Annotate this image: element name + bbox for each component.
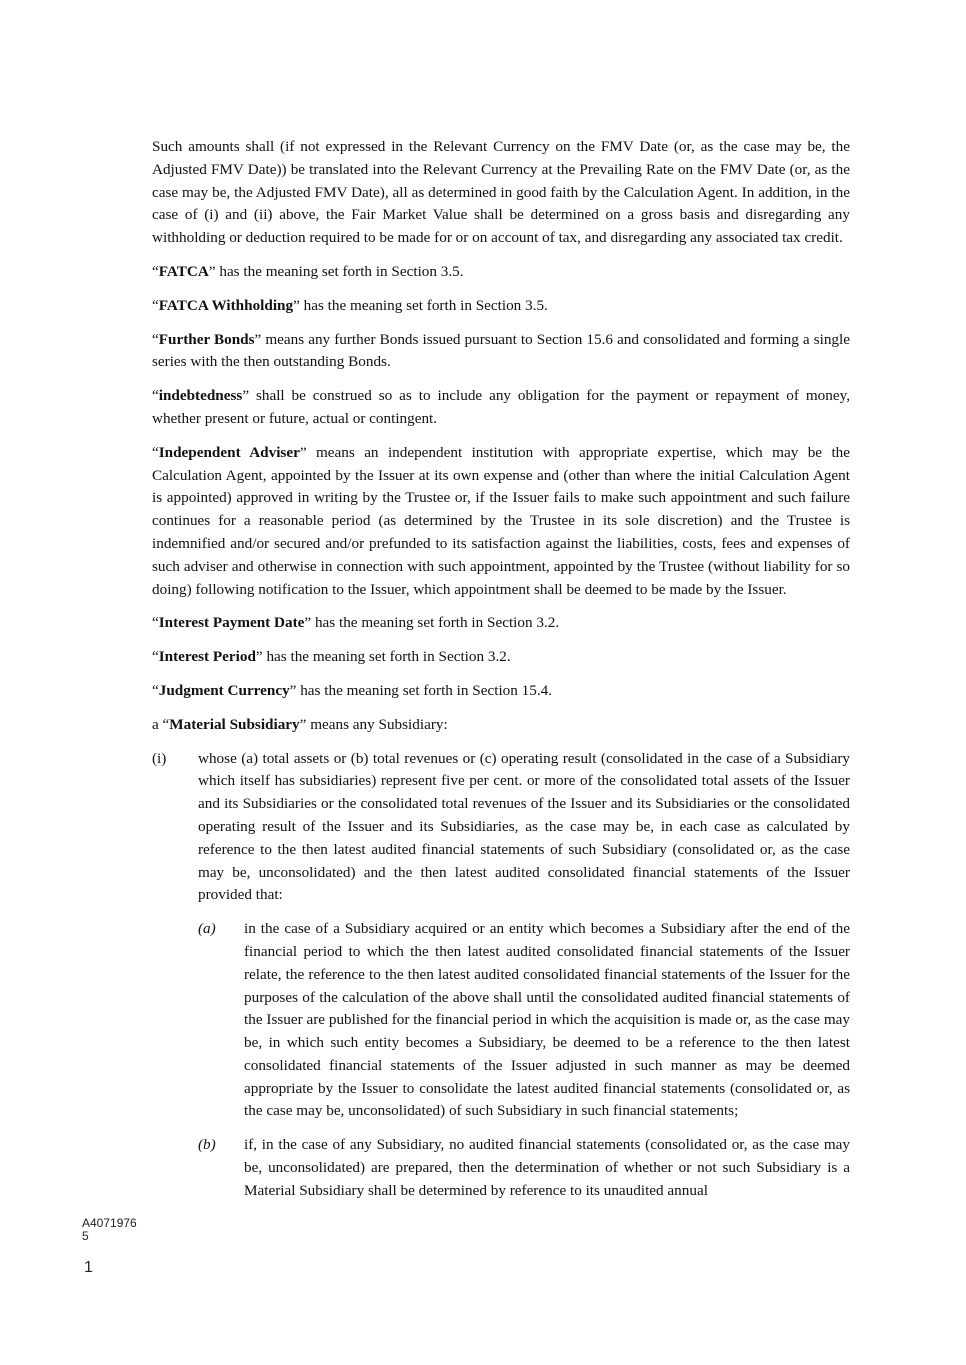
list-item-text: whose (a) total assets or (b) total revenues or (c) operating result (consolidated in the case of a Subsidiary which itself has subsidiaries) represent five per cent. or more of the consolidated total assets of the Issuer and its Subsidiaries or the consolidated total revenues of the Issuer and its Subsidiaries or the consolidated operating result of the Issuer and its Subsidiaries, as the case may be, in each case as calculated by reference to the then latest audited financial statements of such Subsidiary (consolidated or, as the case may be, unconsolidated) and the then latest audited consolidated financial statements of the Issuer provided that:: [198, 749, 850, 904]
defined-term: Independent Adviser: [158, 443, 300, 461]
sub-item-b: [152, 1134, 850, 1202]
sub-item-text: if, in the case of any Subsidiary, no audited financial statements (consolidated or, as the case may be, unconsolidated) are prepared, then the determination of whether or not such Subsidiary is a Material Subsidiary shall be determined by reference to its unaudited annual: [244, 1136, 850, 1199]
list-item-i: [152, 748, 850, 908]
list-item-number: (i): [152, 749, 167, 767]
document-body: [152, 136, 850, 1203]
definition-material-subsidiary: a “Material Subsidiary” means any Subsidiary:: [152, 715, 448, 733]
definition-fatca-withholding: “FATCA Withholding” has the meaning set forth in Section 3.5.: [152, 296, 548, 314]
definition-indebtedness: “indebtedness” shall be construed so as to include any obligation for the payment or repayment of money, whether present or future, actual or contingent.: [152, 387, 850, 427]
document-reference: A4071976 5: [82, 1216, 137, 1243]
defined-term: Interest Payment Date: [158, 614, 305, 632]
sub-item-text: in the case of a Subsidiary acquired or an entity which becomes a Subsidiary after the end of the financial period to which the then latest audited consolidated financial statements of the Issuer relate, the reference to the then latest audited consolidated financial statements of the Issuer for the purposes of the calculation of the above shall until the consolidated audited financial statements of the Issuer are published for the financial period in which the acquisition is made or, as the case may be, in which such entity becomes a Subsidiary, be deemed to be a reference to the then latest consolidated financial statements of the Issuer adjusted in such manner as may be deemed appropriate by the Issuer to consolidate the latest audited financial statements (consolidated or, as the case may be, unconsolidated) of such Subsidiary in such financial statements;: [244, 920, 850, 1120]
defined-term: Material Subsidiary: [169, 715, 300, 733]
defined-term: FATCA Withholding: [158, 296, 294, 314]
paragraph-fmv-translation: Such amounts shall (if not expressed in the Relevant Currency on the FMV Date (or, as the case may be, the Adjusted FMV Date)) be translated into the Relevant Currency at the Prevailing Rate on the FMV Date (or, as the case may be, the Adjusted FMV Date), all as determined in good faith by the Calculation Agent. In addition, in the case of (i) and (ii) above, the Fair Market Value shall be determined on a gross basis and disregarding any withholding or deduction required to be made for or on account of tax, and disregarding any associated tax credit.: [152, 138, 850, 247]
sub-item-number: (a): [198, 920, 216, 938]
defined-term: Judgment Currency: [158, 681, 290, 699]
defined-term: indebtedness: [158, 387, 243, 405]
defined-term: Further Bonds: [158, 330, 255, 348]
definition-interest-period: “Interest Period” has the meaning set forth in Section 3.2.: [152, 648, 511, 666]
page-number: 1: [84, 1259, 93, 1276]
definition-interest-payment-date: “Interest Payment Date” has the meaning set forth in Section 3.2.: [152, 614, 560, 632]
definition-independent-adviser: “Independent Adviser” means an independent institution with appropriate expertise, which may be the Calculation Agent, appointed by the Issuer at its own expense and (other than where the initial Calculation Agent is appointed) approved in writing by the Trustee or, if the Issuer fails to make such appointment and such failure continues for a reasonable period (as determined by the Trustee in its sole discretion) and the Trustee is indemnified and/or secured and/or prefunded to its satisfaction against the liabilities, costs, fees and expenses of such adviser and otherwise in connection with such appointment, appointed by the Trustee (without liability for so doing) following notification to the Issuer, which appointment shall be deemed to be made by the Issuer.: [152, 443, 851, 598]
sub-item-number: (b): [198, 1136, 216, 1154]
definition-further-bonds: “Further Bonds” means any further Bonds issued pursuant to Section 15.6 and consolidated and forming a single series with the then outstanding Bonds.: [152, 330, 850, 371]
sub-item-a: [152, 918, 850, 1123]
defined-term: Interest Period: [158, 648, 256, 666]
definition-fatca: “FATCA” has the meaning set forth in Section 3.5.: [152, 262, 464, 280]
defined-term: FATCA: [158, 262, 209, 280]
definition-judgment-currency: “Judgment Currency” has the meaning set forth in Section 15.4.: [152, 681, 553, 699]
